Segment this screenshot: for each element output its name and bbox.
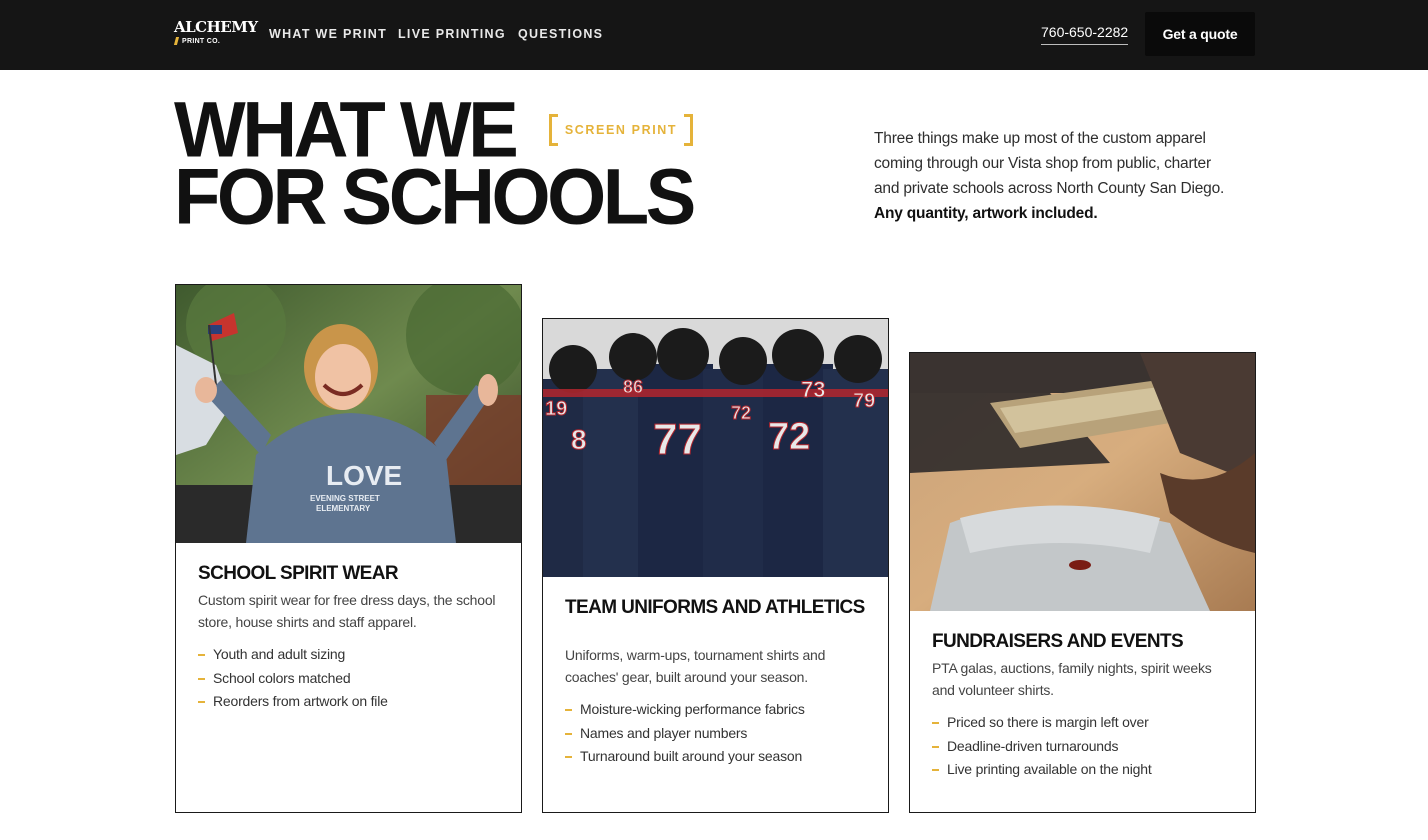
card-image-screen-print-press bbox=[910, 353, 1255, 611]
tag-label: SCREEN PRINT bbox=[564, 123, 678, 137]
card-feature-list bbox=[198, 643, 388, 714]
jersey-number: 72 bbox=[731, 403, 752, 423]
logo-wordmark: ALCHEMY bbox=[174, 18, 258, 36]
list-item: Youth and adult sizing bbox=[198, 643, 388, 667]
top-nav bbox=[0, 0, 1428, 70]
card-description: Custom spirit wear for free dress days, the school store, house shirts and staff apparel. bbox=[198, 592, 496, 630]
intro-paragraph bbox=[874, 126, 1239, 226]
list-item: Priced so there is margin left over bbox=[932, 711, 1152, 735]
dash-icon bbox=[932, 746, 939, 748]
dash-icon bbox=[198, 678, 205, 680]
card-description: Uniforms, warm-ups, tournament shirts and coaches' gear, built around your season. bbox=[565, 647, 826, 685]
card-feature-list bbox=[932, 711, 1152, 782]
jersey-number: 72 bbox=[768, 416, 811, 458]
card-title: FUNDRAISERS AND EVENTS bbox=[932, 631, 1184, 652]
intro-emphasis: Any quantity, artwork included. bbox=[874, 205, 1098, 222]
dash-icon bbox=[198, 654, 205, 656]
card-image-team-uniforms bbox=[543, 319, 888, 577]
hoodie-text-elementary: ELEMENTARY bbox=[316, 504, 371, 513]
list-item: Live printing available on the night bbox=[932, 758, 1152, 782]
logo-accent bbox=[174, 37, 179, 45]
list-item: Deadline-driven turnarounds bbox=[932, 735, 1152, 759]
card-team-uniforms bbox=[542, 318, 889, 813]
logo[interactable] bbox=[174, 18, 258, 49]
card-description: PTA galas, auctions, family nights, spirit weeks and volunteer shirts. bbox=[932, 660, 1212, 698]
card-feature-list bbox=[565, 698, 805, 769]
list-item: School colors matched bbox=[198, 667, 388, 691]
list-item: Turnaround built around your season bbox=[565, 745, 805, 769]
nav-link-questions[interactable]: QUESTIONS bbox=[518, 27, 604, 41]
page-title-line-2: FOR SCHOOLS bbox=[174, 152, 693, 241]
dash-icon bbox=[932, 769, 939, 771]
intro-text: Three things make up most of the custom apparel coming through our Vista shop from public, charter and private schools across North County San Diego. bbox=[874, 130, 1225, 197]
nav-link-what-we-print[interactable]: WHAT WE PRINT bbox=[269, 27, 388, 41]
logo-subtitle: PRINT CO. bbox=[182, 38, 221, 45]
card-title: TEAM UNIFORMS AND ATHLETICS bbox=[565, 597, 865, 618]
dash-icon bbox=[198, 701, 205, 703]
phone-link[interactable]: 760-650-2282 bbox=[1041, 24, 1128, 45]
jersey-number: 8 bbox=[571, 424, 587, 455]
list-item: Reorders from artwork on file bbox=[198, 690, 388, 714]
dash-icon bbox=[565, 733, 572, 735]
dash-icon bbox=[565, 709, 572, 711]
get-a-quote-button[interactable]: Get a quote bbox=[1145, 12, 1255, 56]
card-school-spirit-wear bbox=[175, 284, 522, 813]
list-item: Names and player numbers bbox=[565, 722, 805, 746]
dash-icon bbox=[565, 756, 572, 758]
jersey-number: 86 bbox=[623, 377, 644, 397]
list-item: Moisture-wicking performance fabrics bbox=[565, 698, 805, 722]
jersey-number: 73 bbox=[801, 377, 826, 402]
jersey-number: 19 bbox=[545, 398, 568, 420]
card-fundraisers-events bbox=[909, 352, 1256, 813]
page-title-line-1: WHAT WE bbox=[174, 85, 516, 174]
card-title: SCHOOL SPIRIT WEAR bbox=[198, 563, 398, 584]
jersey-number: 79 bbox=[853, 390, 876, 412]
hoodie-text-love: LOVE bbox=[326, 460, 403, 491]
dash-icon bbox=[932, 722, 939, 724]
nav-link-live-printing[interactable]: LIVE PRINTING bbox=[398, 27, 506, 41]
card-image-spirit-wear bbox=[176, 285, 521, 543]
hoodie-text-school: EVENING STREET bbox=[310, 494, 380, 503]
rotating-tag bbox=[549, 114, 693, 146]
jersey-number: 77 bbox=[653, 415, 702, 464]
